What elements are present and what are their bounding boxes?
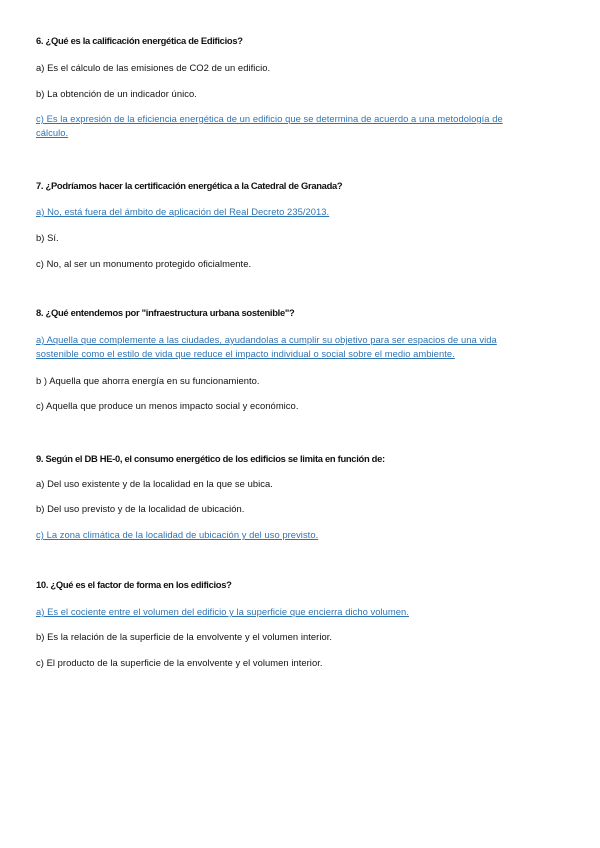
question-7-option-a-answer-link[interactable]: a) No, está fuera del ámbito de aplicación del Real Decreto 235/2013. [36, 206, 330, 217]
question-9-title: 9. Según el DB HE-0, el consumo energético de los edificios se limita en función de: [36, 453, 385, 464]
question-6-option-a: a) Es el cálculo de las emisiones de CO2 de un edificio. [36, 62, 271, 73]
question-8-option-b: b ) Aquella que ahorra energía en su funcionamiento. [36, 375, 260, 386]
question-8-option-a-answer-link[interactable]: a) Aquella que complemente a las ciudades, ayudandolas a cumplir su objetivo para ser espacios de una vida sostenible como el estilo de vida que reduce el impacto individual o social sobre el medio ambiente. [36, 334, 497, 359]
question-7-title: 7. ¿Podríamos hacer la certificación energética a la Catedral de Granada? [36, 180, 343, 191]
question-7-option-c: c) No, al ser un monumento protegido oficialmente. [36, 258, 252, 269]
question-6-option-c-answer-link[interactable]: c) Es la expresión de la eficiencia energética de un edificio que se determina de acuerdo a una metodología de cálculo. [36, 113, 503, 138]
question-9-option-a: a) Del uso existente y de la localidad en la que se ubica. [36, 478, 273, 489]
question-8-option-c: c) Aquella que produce un menos impacto social y económico. [36, 400, 299, 411]
question-9-option-c-answer-link[interactable]: c) La zona climática de la localidad de ubicación y del uso previsto. [36, 529, 319, 540]
question-10-option-c: c) El producto de la superficie de la envolvente y el volumen interior. [36, 657, 323, 668]
question-9-option-b: b) Del uso previsto y de la localidad de ubicación. [36, 503, 245, 514]
question-6-option-b: b) La obtención de un indicador único. [36, 88, 197, 99]
question-6-title: 6. ¿Qué es la calificación energética de Edificios? [36, 35, 243, 46]
question-10-title: 10. ¿Qué es el factor de forma en los edificios? [36, 579, 232, 590]
question-7-option-b: b) Sí. [36, 232, 59, 243]
question-8-title: 8. ¿Qué entendemos por "infraestructura urbana sostenible"? [36, 307, 295, 318]
question-10-option-a-answer-link[interactable]: a) Es el cociente entre el volumen del edificio y la superficie que encierra dicho volumen. [36, 606, 409, 617]
question-10-option-b: b) Es la relación de la superficie de la envolvente y el volumen interior. [36, 631, 333, 642]
